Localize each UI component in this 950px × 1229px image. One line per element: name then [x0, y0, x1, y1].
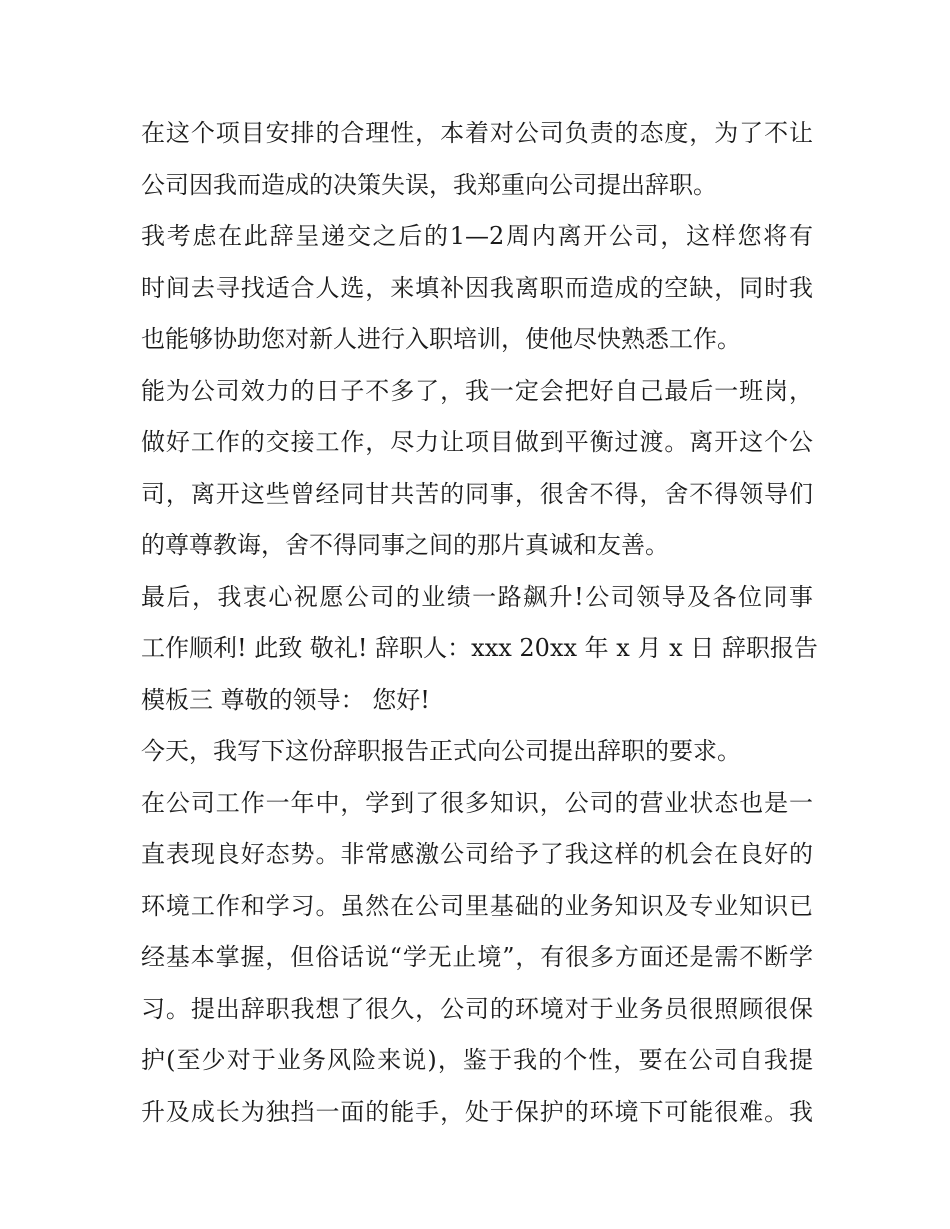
text-line: 习。提出辞职我想了很久，公司的环境对于业务员很照顾很保: [141, 994, 813, 1023]
text-line: 的尊尊教诲，舍不得同事之间的那片真诚和友善。: [141, 531, 669, 559]
text-line: 公司因我而造成的决策失误，我郑重向公司提出辞职。: [141, 170, 717, 199]
text-line: 能为公司效力的日子不多了，我一定会把好自己最后一班岗，: [141, 376, 813, 405]
text-line: 环境工作和学习。虽然在公司里基础的业务知识及专业知识已: [141, 891, 813, 920]
text-line: 经基本掌握，但俗话说“学无止境”，有很多方面还是需不断学: [141, 943, 813, 971]
text-line: 在公司工作一年中，学到了很多知识，公司的营业状态也是一: [141, 788, 813, 817]
text-line: 时间去寻找适合人选，来填补因我离职而造成的空缺，同时我: [141, 273, 813, 302]
text-line: 在这个项目安排的合理性，本着对公司负责的态度，为了不让: [141, 119, 813, 147]
text-line: 司，离开这些曾经同甘共苦的同事，很舍不得，舍不得领导们: [141, 479, 813, 508]
text-line: 工作顺利! 此致 敬礼! 辞职人：xxx 20xx 年 x 月 x 日 辞职报告: [141, 634, 818, 662]
text-line: 护(至少对于业务风险来说)，鉴于我的个性，要在公司自我提: [141, 1046, 813, 1074]
text-line: 直表现良好态势。非常感激公司给予了我这样的机会在良好的: [141, 840, 813, 868]
text-line: 也能够协助您对新人进行入职培训，使他尽快熟悉工作。: [141, 325, 741, 353]
text-line: 我考虑在此辞呈递交之后的1—2周内离开公司，这样您将有: [141, 222, 813, 250]
text-line: 最后，我衷心祝愿公司的业绩一路飙升!公司领导及各位同事: [141, 582, 813, 611]
document-body: [141, 108, 818, 1138]
text-line: 升及成长为独挡一面的能手，处于保护的环境下可能很难。我: [141, 1097, 813, 1126]
text-line: 今天，我写下这份辞职报告正式向公司提出辞职的要求。: [141, 737, 741, 765]
text-line: 模板三 尊敬的领导： 您好!: [141, 685, 430, 714]
text-line: 做好工作的交接工作，尽力让项目做到平衡过渡。离开这个公: [141, 428, 813, 456]
